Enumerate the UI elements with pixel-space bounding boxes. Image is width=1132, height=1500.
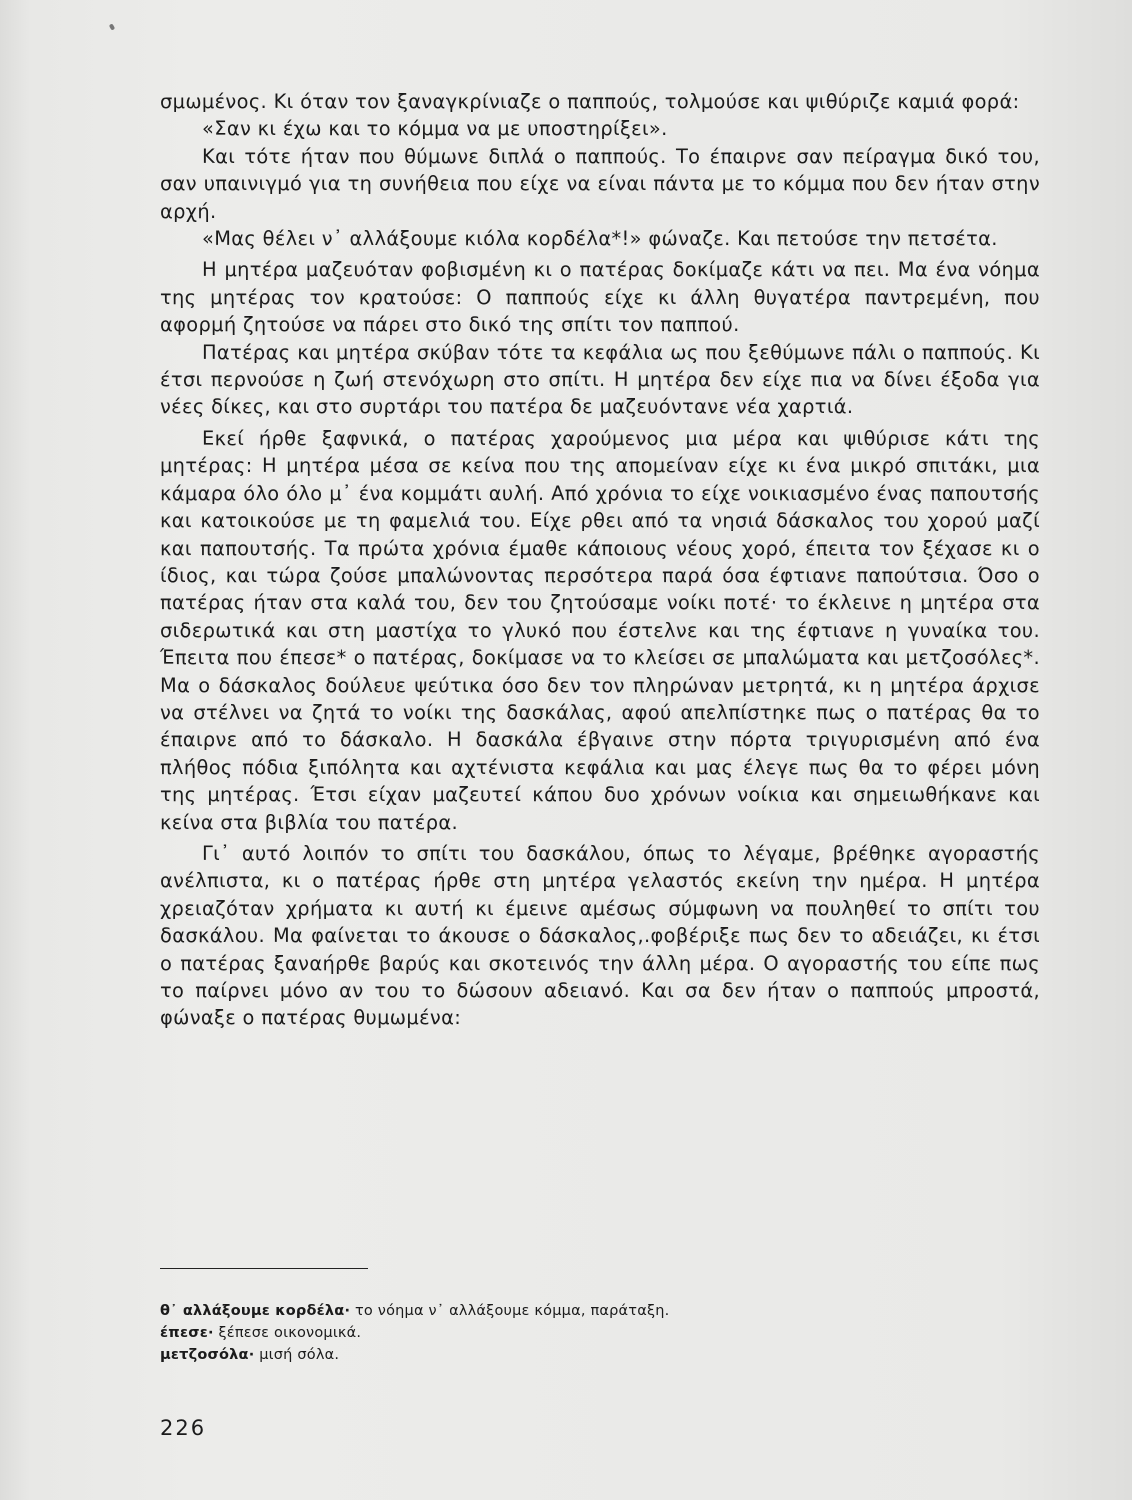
footnote-term: μετζοσόλα· bbox=[160, 1347, 255, 1363]
paragraph: «Μας θέλει ν᾽ αλλάξουμε κιόλα κορδέλα*!» φώναζε. Και πετούσε την πετσέτα. bbox=[202, 227, 998, 251]
paragraph: σμωμένος. Κι όταν τον ξαναγκρίνιαζε ο παππούς, τολμούσε και ψιθύριζε καμιά φορά: bbox=[160, 90, 1020, 113]
scan-speck bbox=[109, 23, 115, 30]
footnote bbox=[160, 1322, 860, 1344]
paragraph: Η μητέρα μαζευόταν φοβισμένη κι ο πατέρας δοκίμαζε κάτι να πει. Μα ένα νόημα της μητέρας τον κρατούσε: Ο παππούς είχε κι άλλη θυγατέρα παντρεμένη, που αφορμή ζητούσε να πάρει στο δικό της σπίτι τον παππού. bbox=[160, 258, 1040, 337]
paragraph: Και τότε ήταν που θύμωνε διπλά ο παππούς. Το έπαιρνε σαν πείραγμα δικό του, σαν υπαινιγμό για τη συνήθεια που είχε να είναι πάντα με το κόμμα που δεν ήταν στην αρχή. bbox=[160, 144, 1040, 223]
footnote-text: ξέπεσε οικονομικά. bbox=[213, 1325, 362, 1341]
paragraph: «Σαν κι έχω και το κόμμα να με υποστηρίξει». bbox=[202, 117, 668, 141]
paragraph: Γι᾽ αυτό λοιπόν το σπίτι του δασκάλου, όπως το λέγαμε, βρέθηκε αγοραστής ανέλπιστα, κι ο πατέρας ήρθε στη μητέρα γελαστός εκείνη την ημέρα. Η μητέρα χρειαζόταν χρήματα κι αυτή κι έμεινε αμέσως σύμφωνη να πουληθεί το σπίτι του δασκάλου. Μα φαίνεται το άκουσε ο δάσκαλος,.φοβέριξε πως δεν το αδειάζει, κι έτσι ο πατέρας ξαναήρθε βαρύς και σκοτεινός την άλλη μέρα. Ο αγοραστής του είπε πως το παίρνει μόνο αν του το δώσουν αδειανό. Και σα δεν ήταν ο παππούς μπροστά, φώναξε ο πατέρας θυμωμένα: bbox=[160, 841, 1040, 1030]
footnote-text: το νόημα ν᾽ αλλάξουμε κόμμα, παράταξη. bbox=[350, 1303, 670, 1319]
paragraph: Εκεί ήρθε ξαφνικά, ο πατέρας χαρούμενος μια μέρα και ψιθύρισε κάτι της μητέρας: Η μητέρα μέσα σε κείνα που της απομείναν είχε κι ένα μικρό σπιτάκι, μια κάμαρα όλο όλο μ᾽ ένα κομμάτι αυλή. Από χρόνια το είχε νοικιασμένο ένας παπουτσής και κατοικούσε με τη φαμελιά του. Είχε ρθει από τα νησιά δάσκαλος του χορού μαζί και παπουτσής. Τα πρώτα χρόνια έμαθε κάποιους νέους χορό, έπειτα τον ξέχασε κι ο ίδιος, και τώρα ζούσε μπαλώνοντας περσότερα παρά όσα έφτιανε παπούτσια. Όσο ο πατέρας ήταν στα καλά του, δεν του ζητούσαμε νοίκι ποτέ· το έκλεινε η μητέρα στα σιδερωτικά και στη μαστίχα το γλυκό που έστελνε και της έφτιανε η γυναίκα του. Έπειτα που έπεσε* ο πατέρας, δοκίμασε να το κλείσει σε μπαλώματα και μετζοσόλες*. Μα ο δάσκαλος δούλευε ψεύτικα όσο δεν τον πληρώναν μετρητά, κι η μητέρα άρχισε να στέλνει να ζητά το νοίκι της δασκάλας, αφού απελπίστηκε πως ο πατέρας θα το έπαιρνε από το δάσκαλο. Η δασκάλα έβγαινε στην πόρτα τριγυρισμένη από ένα πλήθος πόδια ξιπόλητα και αχτένιστα κεφάλια και μας έλεγε πως θα το φέρει μόνη της μητέρας. Έτσι είχαν μαζευτεί κάπου δυο χρόνων νοίκια και σημειωθήκανε και κείνα στα βιβλία του πατέρα. bbox=[160, 426, 1040, 834]
footnote-text: μισή σόλα. bbox=[254, 1347, 340, 1363]
footnotes bbox=[160, 1300, 860, 1366]
page-number: 226 bbox=[160, 1416, 207, 1440]
footnote-rule bbox=[160, 1268, 368, 1269]
footnote bbox=[160, 1344, 860, 1366]
paragraph: Πατέρας και μητέρα σκύβαν τότε τα κεφάλια ως που ξεθύμωνε πάλι ο παππούς. Κι έτσι περνούσε η ζωή στενόχωρη στο σπίτι. Η μητέρα δεν είχε πια να δίνει έξοδα για νέες δίκες, και στο συρτάρι του πατέρα δε μαζευόντανε νέα χαρτιά. bbox=[160, 340, 1040, 419]
body-text bbox=[160, 88, 1040, 1032]
footnote bbox=[160, 1300, 860, 1322]
footnote-term: έπεσε· bbox=[160, 1325, 214, 1341]
footnote-term: θ᾽ αλλάξουμε κορδέλα· bbox=[160, 1303, 351, 1319]
